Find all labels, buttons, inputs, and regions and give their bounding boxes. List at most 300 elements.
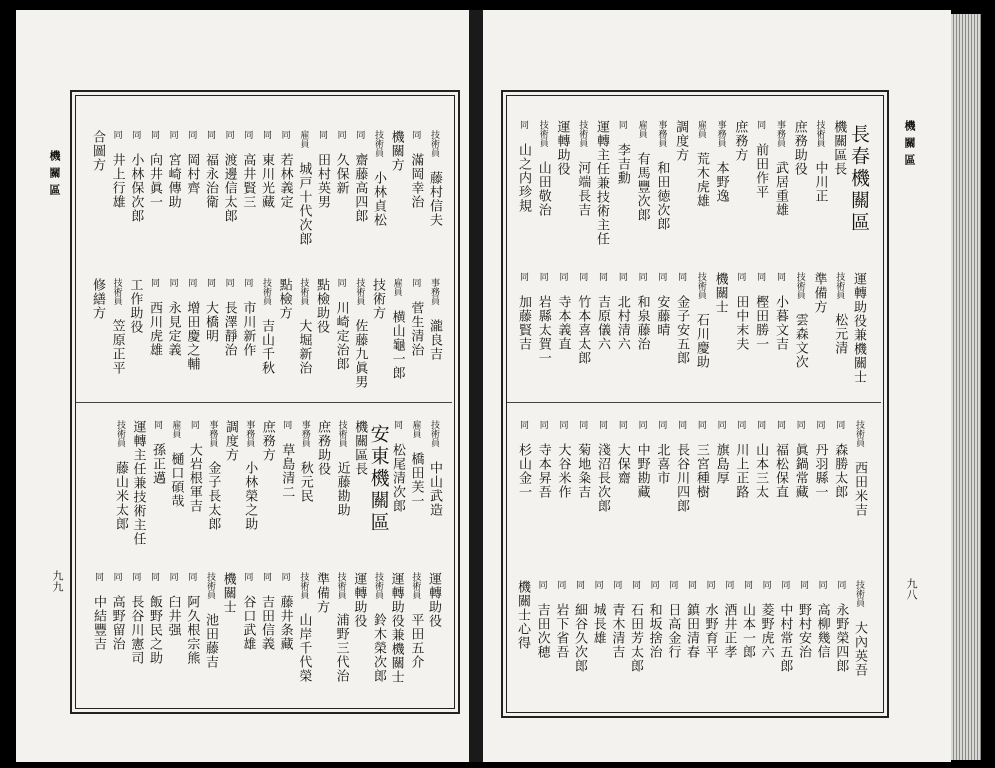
entry-column (184, 278, 198, 371)
page-edges (951, 14, 981, 760)
section-heading: 機關區長 (831, 120, 847, 176)
person-name: 吉田次穂 (534, 603, 550, 659)
role-label: 同 (536, 580, 547, 589)
section-heading: 運轉助役兼機關士 (851, 272, 866, 384)
entry-column (279, 420, 293, 499)
role-label: 技術員 (410, 572, 421, 599)
role-label: 同 (636, 272, 647, 281)
entry-column (335, 420, 349, 517)
entry-column (595, 120, 608, 246)
entry-column (168, 420, 182, 508)
person-name: 雲森文次 (792, 313, 808, 369)
entry-column (793, 272, 807, 369)
person-name: 丹羽縣一 (812, 443, 828, 499)
entry-column (242, 420, 256, 531)
person-name: 久保新 (333, 153, 349, 195)
person-name: 中結豐吉 (91, 595, 106, 651)
role-label: 同 (715, 420, 726, 429)
role-label: 技術員 (429, 130, 439, 157)
section-heading: 機關士 (220, 572, 236, 614)
entry-column (184, 130, 198, 195)
entry-column (352, 572, 365, 628)
person-name: 山田敬治 (535, 161, 551, 217)
entry-column (166, 130, 180, 209)
person-name: 中川正 (812, 161, 828, 203)
entry-column (753, 272, 767, 351)
person-name: 前田作平 (753, 143, 769, 199)
entry-column (352, 278, 366, 389)
role-label: 同 (335, 130, 346, 139)
person-name: 大內英吾 (852, 621, 867, 677)
entry-column (674, 272, 688, 365)
person-name: 森勝太郎 (832, 443, 848, 499)
entry-column (536, 272, 550, 365)
entry-column (753, 420, 767, 499)
section-heading: 庶務方 (259, 420, 275, 462)
section-heading: 運轉助役 (351, 572, 367, 628)
role-label: 同 (518, 420, 528, 429)
person-name: 長谷川四郎 (674, 443, 690, 513)
entry-column (315, 130, 329, 209)
entry-column (714, 420, 728, 485)
person-name: 孫正邁 (149, 443, 165, 485)
role-label: 同 (577, 420, 588, 429)
person-name: 樋口碩哉 (168, 452, 184, 508)
entry-column (852, 580, 866, 677)
person-name: 大堀新治 (296, 319, 312, 375)
person-name: 永見定義 (165, 301, 181, 357)
entry-column (615, 120, 629, 185)
person-name: 李吉勳 (614, 143, 630, 185)
role-label: 同 (151, 420, 162, 429)
role-label: 雇員 (170, 420, 181, 438)
role-label: 同 (656, 272, 667, 281)
entry-column (684, 580, 698, 659)
divider-line (507, 402, 881, 403)
entry-column (703, 580, 717, 659)
entry-column (203, 278, 217, 343)
role-label: 事務員 (429, 278, 439, 305)
entry-column (852, 420, 866, 517)
entry-column (733, 120, 746, 162)
person-name: 野村安治 (796, 603, 811, 659)
entry-column (628, 580, 642, 673)
role-label: 技術員 (695, 272, 706, 299)
role-label: 同 (555, 580, 566, 589)
person-name: 菅生清治 (408, 301, 424, 357)
page-number: 九八 (905, 578, 918, 600)
entry-column (852, 272, 865, 384)
role-label: 事務員 (244, 420, 255, 447)
person-name: 增田慶之輔 (184, 301, 200, 371)
entry-column (733, 272, 747, 351)
person-name: 長谷川憲司 (128, 595, 144, 665)
role-label: 同 (205, 278, 215, 287)
divider-line (76, 402, 452, 403)
role-label: 同 (695, 420, 706, 429)
entry-column (575, 272, 589, 365)
section-heading: 機關士心得 (515, 580, 530, 650)
entry-column (334, 278, 348, 371)
entry-column (556, 120, 569, 176)
role-label: 同 (630, 580, 640, 589)
person-name: 樫田勝一 (753, 295, 769, 351)
entry-column (595, 272, 609, 351)
person-name: 菊地粂吉 (575, 443, 591, 499)
entry-column (575, 120, 589, 217)
person-name: 齋藤高四郎 (352, 153, 368, 223)
person-name: 草島清二 (279, 443, 295, 499)
role-label: 技術員 (115, 420, 125, 447)
person-name: 高柳幾信 (814, 603, 830, 659)
entry-column (408, 278, 422, 357)
person-name: 市川新作 (240, 301, 256, 357)
section-heading: 點檢方 (276, 278, 292, 320)
person-name: 北喜市 (654, 443, 670, 485)
entry-column (759, 580, 773, 659)
entry-column (615, 420, 629, 485)
person-name: 橋田芙一 (408, 452, 424, 508)
role-label: 同 (557, 272, 568, 281)
person-name: 眞鍋常藏 (792, 443, 808, 499)
left-page (16, 10, 469, 762)
role-label: 同 (779, 580, 790, 589)
person-name: 阿久根宗熊 (184, 595, 200, 665)
role-label: 同 (742, 580, 752, 589)
role-label: 同 (261, 572, 271, 581)
role-label: 同 (279, 572, 290, 581)
entry-column (259, 130, 273, 209)
person-name: 松尾清次郎 (390, 443, 406, 513)
role-label: 同 (392, 420, 403, 429)
entry-column (222, 130, 236, 223)
entry-column (674, 420, 688, 513)
section-heading: 運轉主任兼技術主任 (594, 120, 610, 246)
section-heading: 工作助役 (127, 278, 143, 334)
entry-column (591, 580, 605, 645)
role-label: 同 (242, 278, 253, 287)
person-name: 平田五介 (408, 613, 424, 669)
entry-column (694, 420, 708, 499)
role-label: 同 (410, 278, 421, 287)
entry-column (427, 420, 441, 517)
role-label: 同 (130, 130, 141, 139)
person-name: 岩縣太賀一 (535, 295, 551, 365)
entry-column (536, 120, 550, 217)
person-name: 城長雄 (590, 603, 606, 645)
section-heading: 點檢助役 (314, 278, 329, 334)
entry-column (427, 278, 441, 361)
role-label: 事務員 (656, 120, 667, 147)
section-heading: 庶務助役 (791, 120, 807, 176)
entry-column (187, 420, 201, 513)
person-name: 有馬豐次郎 (634, 152, 650, 222)
role-label: 同 (686, 580, 696, 589)
person-name: 永野榮四郎 (833, 603, 849, 673)
person-name: 杉山金一 (516, 443, 531, 499)
role-label: 技術員 (577, 120, 588, 147)
entry-column (832, 420, 846, 499)
role-label: 同 (616, 420, 627, 429)
section-heading: 機關方 (388, 130, 404, 172)
entry-column (740, 580, 754, 659)
entry-column (222, 278, 236, 357)
book-spine (469, 10, 483, 762)
entry-column (334, 130, 348, 195)
entry-column (796, 580, 810, 659)
person-name: 高野留治 (109, 595, 125, 651)
role-label: 技術員 (537, 120, 548, 147)
person-name: 山岸千代榮 (296, 613, 312, 683)
role-label: 同 (186, 572, 197, 581)
person-name: 横山龜一郎 (389, 310, 405, 380)
person-name: 寺本昇吾 (535, 443, 551, 499)
entry-column (572, 580, 586, 673)
person-name: 日高金行 (665, 603, 681, 659)
person-name: 中山武造 (427, 461, 442, 517)
entry-column (793, 120, 806, 176)
entry-column (812, 272, 825, 314)
entry-column (316, 420, 329, 476)
entry-column (259, 278, 273, 375)
role-label: 技術員 (205, 572, 215, 599)
person-name: 浦野三代治 (333, 613, 349, 683)
entry-column (553, 580, 567, 659)
role-label: 同 (205, 130, 215, 139)
person-name: 笠原正平 (109, 319, 125, 375)
entry-column (150, 420, 164, 485)
entry-column (110, 572, 124, 651)
entry-column (240, 278, 254, 357)
entry-column (832, 120, 845, 176)
section-heading: 運轉助役兼機關士 (388, 572, 404, 684)
role-label: 同 (597, 272, 608, 281)
role-label: 同 (518, 272, 528, 281)
role-label: 同 (261, 130, 271, 139)
entry-column (721, 580, 735, 659)
entry-column (240, 572, 254, 651)
entry-column (615, 272, 629, 351)
person-name: 青木清吉 (609, 603, 625, 659)
entry-column (833, 580, 847, 673)
person-name: 高井賢三 (240, 153, 256, 209)
person-name: 加藤賢吉 (516, 295, 531, 351)
section-heading: 運轉助役 (554, 120, 570, 176)
role-label: 同 (616, 272, 627, 281)
entry-column (556, 420, 570, 499)
role-label: 同 (149, 278, 159, 287)
entry-column (773, 272, 787, 351)
entry-column (296, 278, 310, 375)
role-label: 雇員 (391, 278, 402, 296)
section-heading: 長春機關區 (848, 124, 870, 234)
role-label: 同 (186, 278, 197, 287)
entry-column (516, 420, 530, 499)
entry-column (595, 420, 609, 513)
role-label: 技術員 (373, 130, 383, 157)
person-name: 川崎定治郎 (333, 301, 349, 371)
entry-column (654, 272, 668, 337)
person-name: 竹本喜太郎 (575, 295, 591, 365)
role-label: 技術員 (854, 420, 864, 447)
role-label: 事務員 (774, 120, 785, 147)
role-label: 同 (93, 572, 103, 581)
person-name: 金子長太郎 (205, 461, 221, 531)
entry-column (110, 278, 124, 375)
person-name: 金子安五郎 (674, 295, 690, 365)
entry-column (353, 420, 366, 476)
role-label: 同 (317, 130, 327, 139)
person-name: 福永治衛 (203, 153, 218, 209)
person-name: 田村英男 (315, 153, 330, 209)
entry-column (91, 130, 104, 172)
person-name: 河端長吉 (575, 161, 591, 217)
role-label: 技術員 (336, 420, 347, 447)
entry-column (832, 272, 846, 355)
entry-column (635, 420, 649, 499)
entry-column (371, 278, 384, 320)
person-name: 谷口武雄 (240, 595, 256, 651)
person-name: 荒木虎雄 (693, 152, 709, 208)
role-label: 技術員 (354, 278, 365, 305)
role-label: 同 (410, 130, 421, 139)
entry-column (91, 278, 104, 320)
person-name: 旗島厚 (713, 443, 729, 485)
entry-column (390, 420, 404, 513)
person-name: 酒井正孝 (721, 603, 737, 659)
role-label: 同 (816, 580, 827, 589)
person-name: 渡邊信太郎 (221, 153, 237, 223)
section-heading: 機關士 (712, 272, 728, 314)
role-label: 同 (774, 420, 785, 429)
section-heading: 修繕方 (90, 278, 105, 320)
role-label: 同 (557, 420, 568, 429)
entry-column (147, 278, 161, 357)
person-name: 安藤晴 (654, 295, 670, 337)
entry-column (390, 572, 403, 684)
role-label: 同 (755, 120, 766, 129)
entry-column (110, 130, 124, 209)
role-label: 同 (335, 278, 346, 287)
section-heading: 調度方 (222, 420, 238, 462)
person-name: 寺本義直 (555, 295, 571, 351)
person-name: 藤村信夫 (427, 171, 442, 227)
person-name: 大岩根軍吉 (186, 443, 202, 513)
entry-column (408, 130, 422, 209)
section-heading: 合圖方 (90, 130, 105, 172)
entry-column (166, 278, 180, 357)
role-label: 同 (814, 420, 825, 429)
person-name: 和泉藤治 (634, 295, 650, 351)
entry-column (296, 130, 310, 246)
person-name: 淺沼長次郎 (595, 443, 611, 513)
person-name: 岩下省吾 (553, 603, 569, 659)
role-label: 技術員 (854, 580, 864, 607)
entry-column (516, 272, 530, 351)
entry-column (147, 130, 161, 209)
person-name: 大谷米作 (555, 443, 571, 499)
entry-column (793, 420, 807, 499)
person-name: 西田米吉 (852, 461, 867, 517)
role-label: 雇員 (636, 120, 647, 138)
role-label: 同 (186, 130, 197, 139)
entry-column (184, 572, 198, 665)
person-name: 城戸十代次郎 (296, 162, 312, 246)
person-name: 田中末夫 (733, 295, 749, 351)
entry-column (371, 130, 385, 227)
role-label: 同 (794, 420, 805, 429)
role-label: 同 (149, 572, 159, 581)
role-label: 同 (518, 120, 528, 129)
role-label: 同 (656, 420, 667, 429)
role-label: 技術員 (814, 120, 825, 147)
role-label: 技術員 (429, 420, 439, 447)
person-name: 近藤勘助 (334, 461, 350, 517)
role-label: 同 (188, 420, 199, 429)
person-name: 藤山米太郎 (113, 461, 128, 531)
entry-column (556, 272, 570, 351)
role-label: 同 (537, 272, 548, 281)
role-label: 同 (760, 580, 771, 589)
entry-column (113, 420, 127, 531)
person-name: 東川光藏 (259, 153, 274, 209)
entry-column (635, 120, 649, 222)
entry-column (128, 278, 141, 334)
role-label: 同 (704, 580, 715, 589)
running-header: 機關區 (48, 150, 61, 201)
role-label: 同 (636, 420, 647, 429)
person-name: 小林榮之助 (242, 461, 258, 531)
role-label: 技術員 (335, 572, 346, 599)
entry-column (298, 420, 312, 503)
entry-column (367, 424, 390, 534)
person-name: 臼井强 (165, 595, 181, 637)
entry-column (647, 580, 661, 659)
entry-column (371, 572, 385, 683)
entry-column (128, 130, 142, 223)
entry-column (296, 572, 310, 683)
section-heading: 調度方 (673, 120, 689, 162)
entry-column (694, 272, 708, 369)
role-label: 同 (735, 420, 746, 429)
person-name: 本野逸 (713, 161, 729, 203)
role-label: 同 (354, 130, 365, 139)
section-heading: 運轉主任兼技術主任 (130, 420, 146, 546)
person-name: 吉田信義 (259, 595, 274, 651)
person-name: 向井眞一 (147, 153, 162, 209)
entry-column (128, 572, 142, 665)
role-label: 同 (130, 572, 141, 581)
entry-column (848, 124, 870, 234)
entry-column (815, 580, 829, 659)
entry-column (222, 572, 235, 614)
entry-column (427, 130, 441, 227)
person-name: 和坂捨治 (646, 603, 662, 659)
person-name: 和田徳次郎 (654, 161, 670, 231)
person-name: 山本三太 (753, 443, 769, 499)
section-heading: 庶務方 (732, 120, 748, 162)
entry-column (203, 130, 217, 209)
person-name: 福松保直 (772, 443, 788, 499)
role-label: 同 (111, 572, 122, 581)
role-label: 同 (574, 580, 584, 589)
role-label: 同 (167, 278, 178, 287)
entry-column (203, 572, 217, 669)
person-name: 三宮種樹 (693, 443, 709, 499)
entry-column (315, 278, 328, 334)
entry-column (536, 420, 550, 499)
person-name: 佐藤九眞男 (352, 319, 368, 389)
